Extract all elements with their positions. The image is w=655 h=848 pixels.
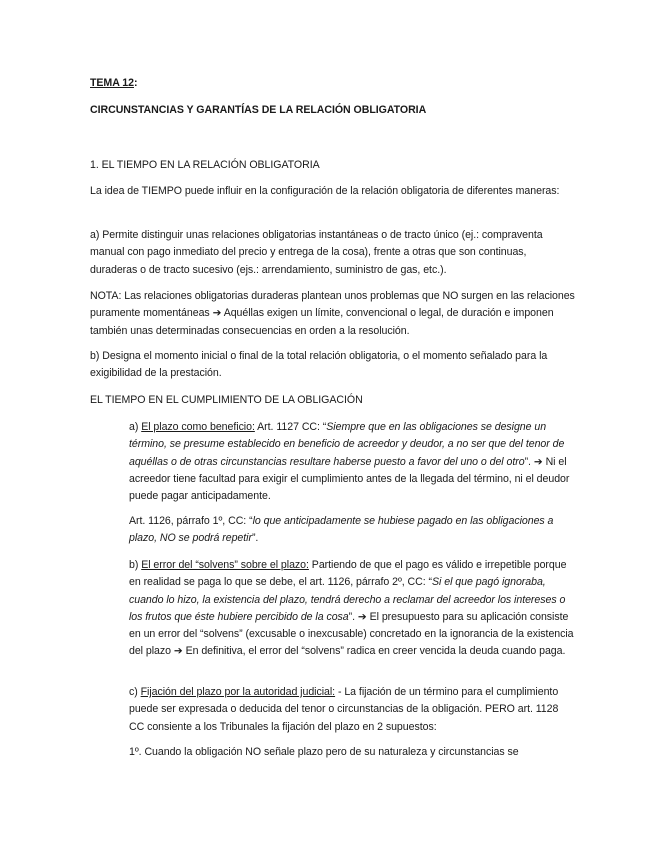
point-a-paragraph: a) Permite distinguir unas relaciones obligatorias instantáneas o de tracto único (ej.: compraventa manual con pago inmediato del precio y entrega de la cosa), frente a otras que son continuas, duraderas o de tracto sucesivo (ejs.: arrendamiento, suministro de gas, etc.). bbox=[90, 229, 543, 276]
intro-paragraph: La idea de TIEMPO puede influir en la configuración de la relación obligatoria de diferentes maneras: bbox=[90, 185, 560, 197]
item-c-paragraph bbox=[129, 684, 575, 736]
item-a2-quote: lo que anticipadamente se hubiese pagado en las obligaciones a plazo, NO se podrá repetir bbox=[129, 515, 554, 545]
tema-label: TEMA 12 bbox=[90, 77, 134, 89]
item-a2-article: Art. 1126, párrafo 1º, CC: “ bbox=[129, 515, 253, 527]
item-b-text1: Partiendo de que el pago es válido e irrepetible porque en realidad se paga lo que se debe, el art. 1126, párrafo 2º, CC: “ bbox=[129, 559, 567, 589]
subsection-heading: EL TIEMPO EN EL CUMPLIMIENTO DE LA OBLIGACIÓN bbox=[90, 394, 363, 406]
item-a2-paragraph bbox=[129, 513, 575, 548]
item-a-prefix: a) bbox=[129, 421, 142, 433]
item-b-paragraph bbox=[129, 557, 575, 661]
item-b-prefix: b) bbox=[129, 559, 142, 571]
document-title: CIRCUNSTANCIAS Y GARANTÍAS DE LA RELACIÓN OBLIGATORIA bbox=[90, 104, 427, 116]
item-b-title: El error del “solvens” sobre el plazo: bbox=[141, 559, 309, 571]
item-b-quote: Si el que pagó ignoraba, cuando lo hizo, la existencia del plazo, tendrá derecho a reclamar del acreedor los intereses o los frutos que éste hubiere percibido de la cosa bbox=[129, 576, 566, 623]
tema-heading bbox=[90, 75, 575, 92]
item-a-title: El plazo como beneficio: bbox=[141, 421, 255, 433]
item-c1-paragraph: 1º. Cuando la obligación NO señale plazo pero de su naturaleza y circunstancias se bbox=[129, 746, 519, 758]
item-c-title: Fijación del plazo por la autoridad judicial: bbox=[140, 686, 336, 698]
item-a2-close: ”. bbox=[251, 532, 259, 545]
item-a-rest: ➔ Ni el acreedor tiene facultad para exigir el cumplimiento antes de la llegada del término, ni el deudor puede pagar anticipadamente. bbox=[129, 455, 570, 503]
item-a-paragraph bbox=[129, 419, 575, 505]
item-b-text2: ”. ➔ El presupuesto para su aplicación consiste en un error del “solvens” (excusable o inexcusable) concretado en la ignorancia de la existencia del plazo ➔ En definitiva, el error del “solvens” radica en creer vencida la deuda cuando paga. bbox=[129, 610, 574, 658]
item-c-prefix: c) bbox=[129, 686, 141, 698]
item-c-text: - La fijación de un término para el cumplimiento puede ser expresada o deducida del tenor o circunstancias de la obligación. PERO art. 1128 CC consiente a los Tribunales la fijación del plazo en 2 supuestos: bbox=[129, 686, 559, 733]
nota-paragraph: NOTA: Las relaciones obligatorias duraderas plantean unos problemas que NO surgen en las relaciones puramente momentáneas ➔ Aquéllas exigen un límite, convencional o legal, de duración e imponen también unas determinadas consecuencias en orden a la resolución. bbox=[90, 290, 575, 337]
item-a-quote: Siempre que en las obligaciones se designe un término, se presume establecido en beneficio de acreedor y deudor, a no ser que del tenor de aquéllas o de otras circunstancias resultare haberse puesto a favor del uno o del otro bbox=[129, 421, 565, 468]
point-b-paragraph: b) Designa el momento inicial o final de la total relación obligatoria, o el momento señalado para la exigibilidad de la prestación. bbox=[90, 350, 548, 380]
tema-colon: : bbox=[134, 77, 138, 89]
item-a-article: Art. 1127 CC: “ bbox=[254, 421, 327, 433]
section-heading: 1. EL TIEMPO EN LA RELACIÓN OBLIGATORIA bbox=[90, 159, 320, 171]
item-a-close: ”. bbox=[524, 455, 531, 468]
